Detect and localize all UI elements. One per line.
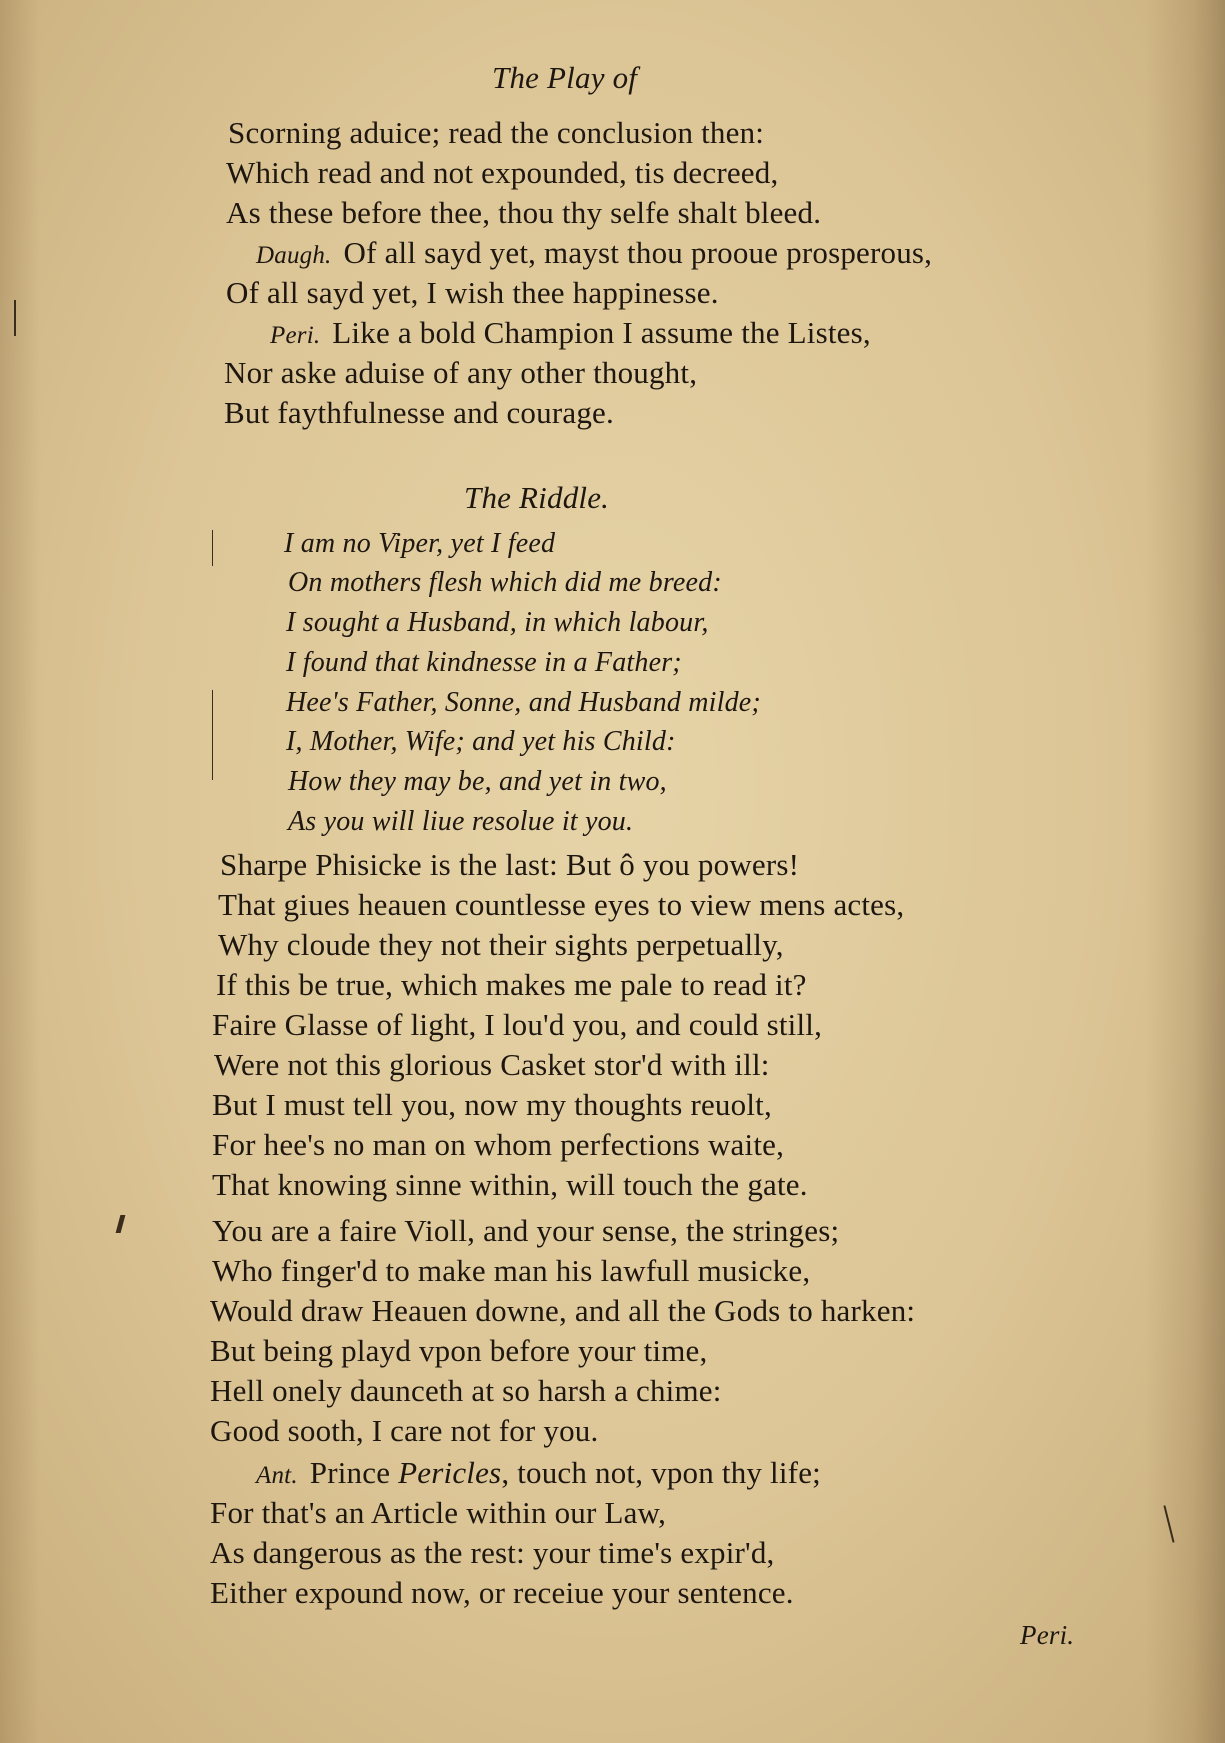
text-line: Scorning aduice; read the conclusion then: [228,115,765,150]
riddle-line: How they may be, and yet in two, [288,766,667,797]
page-edge-shadow-left [0,0,40,1743]
text-line: Which read and not expounded, tis decreed, [226,155,779,190]
speech-text-after: , touch not, vpon thy life; [501,1455,821,1490]
text-line: You are a faire Violl, and your sense, the stringes; [212,1213,840,1248]
text-line: For hee's no man on whom perfections waite, [212,1127,785,1162]
text-line: Why cloude they not their sights perpetually, [218,927,784,962]
text-line: Were not this glorious Casket stor'd with ill: [214,1047,770,1082]
speech-text: Like a bold Champion I assume the Listes, [332,315,871,350]
speech-text-before: Prince [309,1455,399,1490]
character-name: Pericles [398,1455,502,1490]
running-head: The Play of [492,60,638,95]
text-line: Of all sayd yet, I wish thee happinesse. [226,275,719,310]
text-line: Faire Glasse of light, I lou'd you, and could still, [212,1007,823,1042]
text-line: Hell onely daunceth at so harsh a chime: [210,1373,722,1408]
text-line: But being playd vpon before your time, [210,1333,708,1368]
text-line: Who finger'd to make man his lawfull musicke, [212,1253,811,1288]
page-edge-shadow-right [1145,0,1225,1743]
riddle-title: The Riddle. [464,480,610,515]
text-line: But I must tell you, now my thoughts reuolt, [212,1087,772,1122]
speech-text: Of all sayd yet, mayst thou prooue prosperous, [343,235,933,270]
text-line: Sharpe Phisicke is the last: But ô you powers! [220,847,800,882]
ink-mark [212,530,213,566]
text-line: Would draw Heauen downe, and all the Gods to harken: [210,1293,916,1328]
ink-mark [116,1215,126,1233]
riddle-line: I found that kindnesse in a Father; [286,647,682,678]
riddle-line: I sought a Husband, in which labour, [286,607,709,638]
speech-line-ant [256,1453,821,1496]
speech-line-daugh [256,233,932,276]
text-line: Nor aske aduise of any other thought, [224,355,698,390]
speaker-prefix: Ant. [256,1462,298,1489]
ink-mark [14,300,16,336]
text-line: As dangerous as the rest: your time's expir'd, [210,1535,775,1570]
text-line: Good sooth, I care not for you. [210,1413,599,1448]
text-line: For that's an Article within our Law, [210,1495,667,1530]
ink-mark [212,690,213,780]
riddle-line: Hee's Father, Sonne, and Husband milde; [286,687,761,718]
speech-line-peri [270,313,871,356]
riddle-line: I am no Viper, yet I feed [284,528,556,559]
catchword: Peri. [1020,1620,1075,1650]
riddle-line: On mothers flesh which did me breed: [288,567,722,598]
text-line: That giues heauen countlesse eyes to view mens actes, [218,887,905,922]
text-line: But faythfulnesse and courage. [224,395,614,430]
speaker-prefix: Peri. [270,322,321,349]
speaker-prefix: Daugh. [256,242,332,269]
riddle-line: As you will liue resolue it you. [288,806,634,837]
riddle-line: I, Mother, Wife; and yet his Child: [286,726,676,757]
text-line: That knowing sinne within, will touch the gate. [212,1167,808,1202]
text-line: If this be true, which makes me pale to read it? [216,967,807,1002]
text-line: As these before thee, thou thy selfe shalt bleed. [226,195,822,230]
text-line: Either expound now, or receiue your sentence. [210,1575,794,1610]
